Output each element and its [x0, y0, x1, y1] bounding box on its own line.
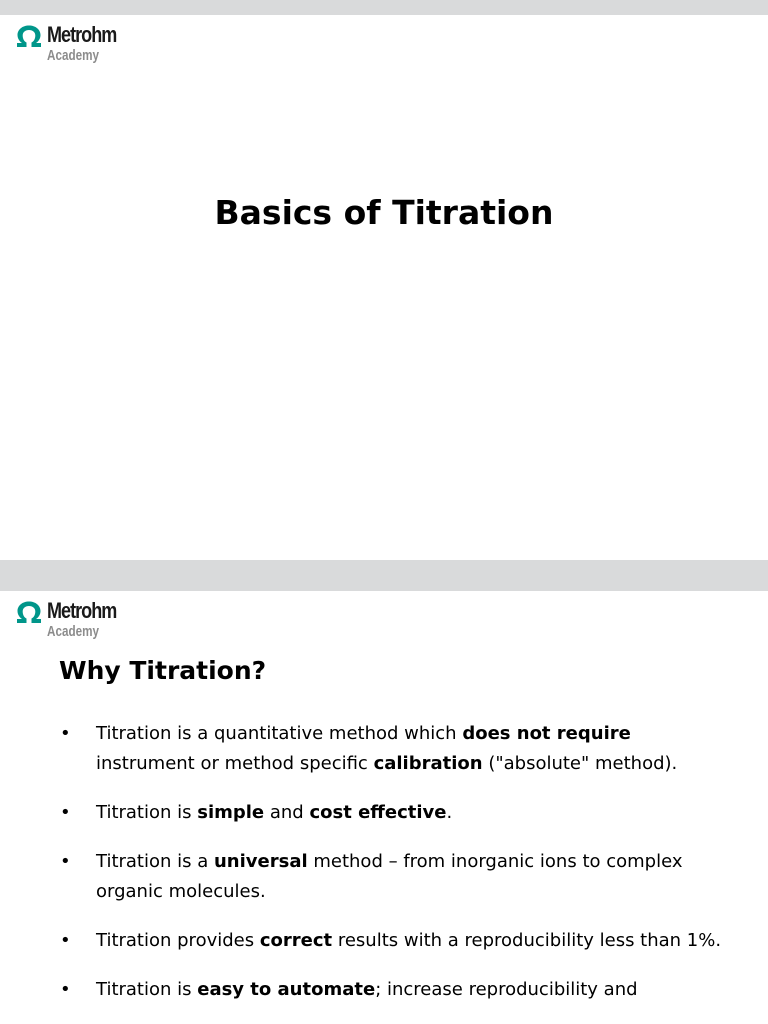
- logo-wordmark: Metrohm: [47, 22, 117, 47]
- slide-heading: Why Titration?: [59, 656, 267, 685]
- slide-title: [0, 15, 768, 560]
- bullet-text: instrument or method specific: [96, 753, 374, 774]
- bullet-item: [0, 975, 768, 1005]
- bullet-emphasis: does not require: [462, 723, 631, 744]
- bullet-text: Titration is a: [96, 851, 214, 872]
- bullet-item: [0, 798, 768, 828]
- viewer-gap-top: [0, 0, 768, 15]
- bullet-text: method – from inorganic ions to complex organic molecules.: [96, 851, 683, 902]
- omega-icon: [15, 601, 43, 623]
- slide-title-text: Basics of Titration: [214, 193, 554, 232]
- bullet-text: ; increase reproducibility and: [375, 979, 638, 1000]
- bullet-text: .: [446, 802, 453, 823]
- viewer-gap-between-slides: [0, 560, 768, 591]
- bullet-emphasis: cost effective: [309, 802, 447, 823]
- bullet-text: and: [264, 802, 310, 823]
- bullet-list: [0, 719, 768, 1024]
- bullet-emphasis: calibration: [373, 753, 483, 774]
- metrohm-academy-logo: [15, 598, 125, 645]
- bullet-dot-icon: •: [60, 802, 71, 823]
- bullet-text: results with a reproducibility less than 1%.: [332, 930, 722, 951]
- bullet-text: Titration is: [96, 802, 198, 823]
- logo-subtitle: Academy: [47, 623, 100, 640]
- bullet-item: [0, 926, 768, 956]
- metrohm-academy-logo: [15, 22, 125, 69]
- logo-wordmark: Metrohm: [47, 598, 117, 623]
- slide-why-titration: [0, 591, 768, 1024]
- bullet-dot-icon: •: [60, 930, 71, 951]
- bullet-text: Titration is a quantitative method which: [96, 723, 463, 744]
- bullet-dot-icon: •: [60, 979, 71, 1000]
- omega-icon: [15, 25, 43, 47]
- logo-subtitle: Academy: [47, 47, 100, 64]
- bullet-emphasis: correct: [259, 930, 333, 951]
- bullet-dot-icon: •: [60, 723, 71, 744]
- bullet-text: ("absolute" method).: [482, 753, 678, 774]
- bullet-dot-icon: •: [60, 851, 71, 872]
- bullet-emphasis: universal: [213, 851, 308, 872]
- bullet-text: Titration is: [96, 979, 198, 1000]
- bullet-item: [0, 847, 768, 907]
- bullet-text: Titration provides: [96, 930, 260, 951]
- bullet-item: [0, 719, 768, 779]
- bullet-emphasis: easy to automate: [197, 979, 376, 1000]
- bullet-emphasis: simple: [197, 802, 265, 823]
